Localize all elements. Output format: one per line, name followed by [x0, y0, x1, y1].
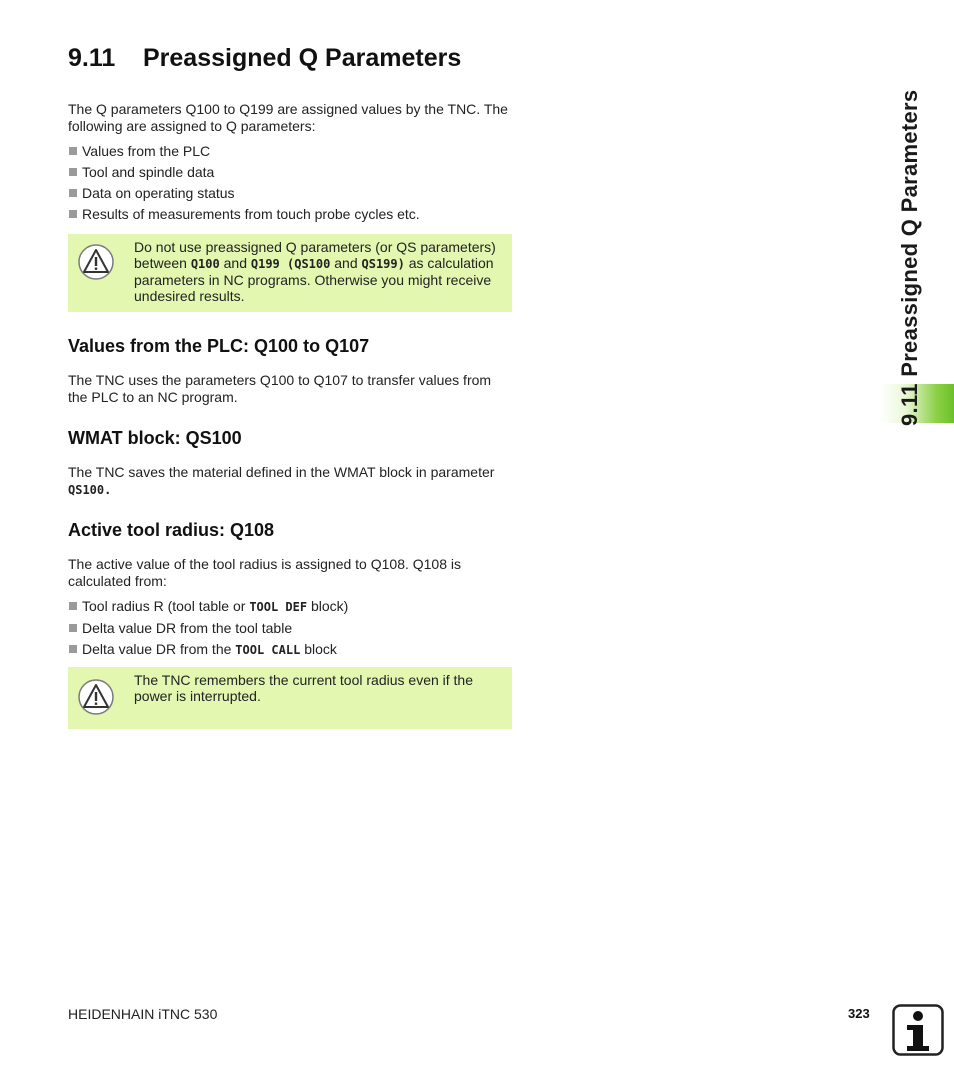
section-title: Preassigned Q Parameters: [143, 44, 462, 72]
warning-note: [68, 667, 512, 729]
warning-triangle-icon: [77, 243, 115, 281]
plc-heading: Values from the PLC: Q100 to Q107: [68, 336, 370, 356]
list-item: Values from the PLC: [68, 141, 512, 162]
radius-heading: Active tool radius: Q108: [68, 520, 275, 540]
wmat-paragraph: The TNC saves the material defined in the WMAT block in parameter QS100.: [68, 464, 495, 497]
plc-paragraph: The TNC uses the parameters Q100 to Q107 to transfer values from the PLC to an NC program.: [68, 372, 492, 405]
list-item: Tool and spindle data: [68, 162, 512, 183]
intro-list: [68, 141, 512, 225]
list-item: Tool radius R (tool table or TOOL DEF block): [68, 596, 512, 618]
list-item: Data on operating status: [68, 183, 512, 204]
radius-paragraph: The active value of the tool radius is assigned to Q108. Q108 is calculated from:: [68, 556, 462, 589]
page-title: [68, 44, 461, 73]
warning-text: The TNC remembers the current tool radius even if the power is interrupted.: [134, 672, 474, 704]
wmat-heading: WMAT block: QS100: [68, 428, 242, 448]
page-number: 323: [848, 1006, 870, 1021]
info-icon: [892, 1004, 944, 1056]
warning-triangle-icon: [77, 678, 115, 716]
list-item: Delta value DR from the tool table: [68, 618, 512, 639]
side-chapter-title: 9.11 Preassigned Q Parameters: [897, 89, 922, 426]
footer-manual-name: HEIDENHAIN iTNC 530: [68, 1006, 218, 1022]
intro-paragraph: The Q parameters Q100 to Q199 are assigned values by the TNC. The following are assigned to Q parameters:: [68, 101, 508, 134]
list-item: Delta value DR from the TOOL CALL block: [68, 639, 512, 661]
radius-list: [68, 596, 512, 661]
warning-note: [68, 234, 512, 312]
list-item: Results of measurements from touch probe cycles etc.: [68, 204, 512, 225]
warning-text: Do not use preassigned Q parameters (or QS parameters) between Q100 and Q199 (QS100 and QS199) as calculation parameters in NC programs. Otherwise you might receive undesired results.: [134, 239, 496, 304]
section-number: 9.11: [68, 44, 116, 72]
